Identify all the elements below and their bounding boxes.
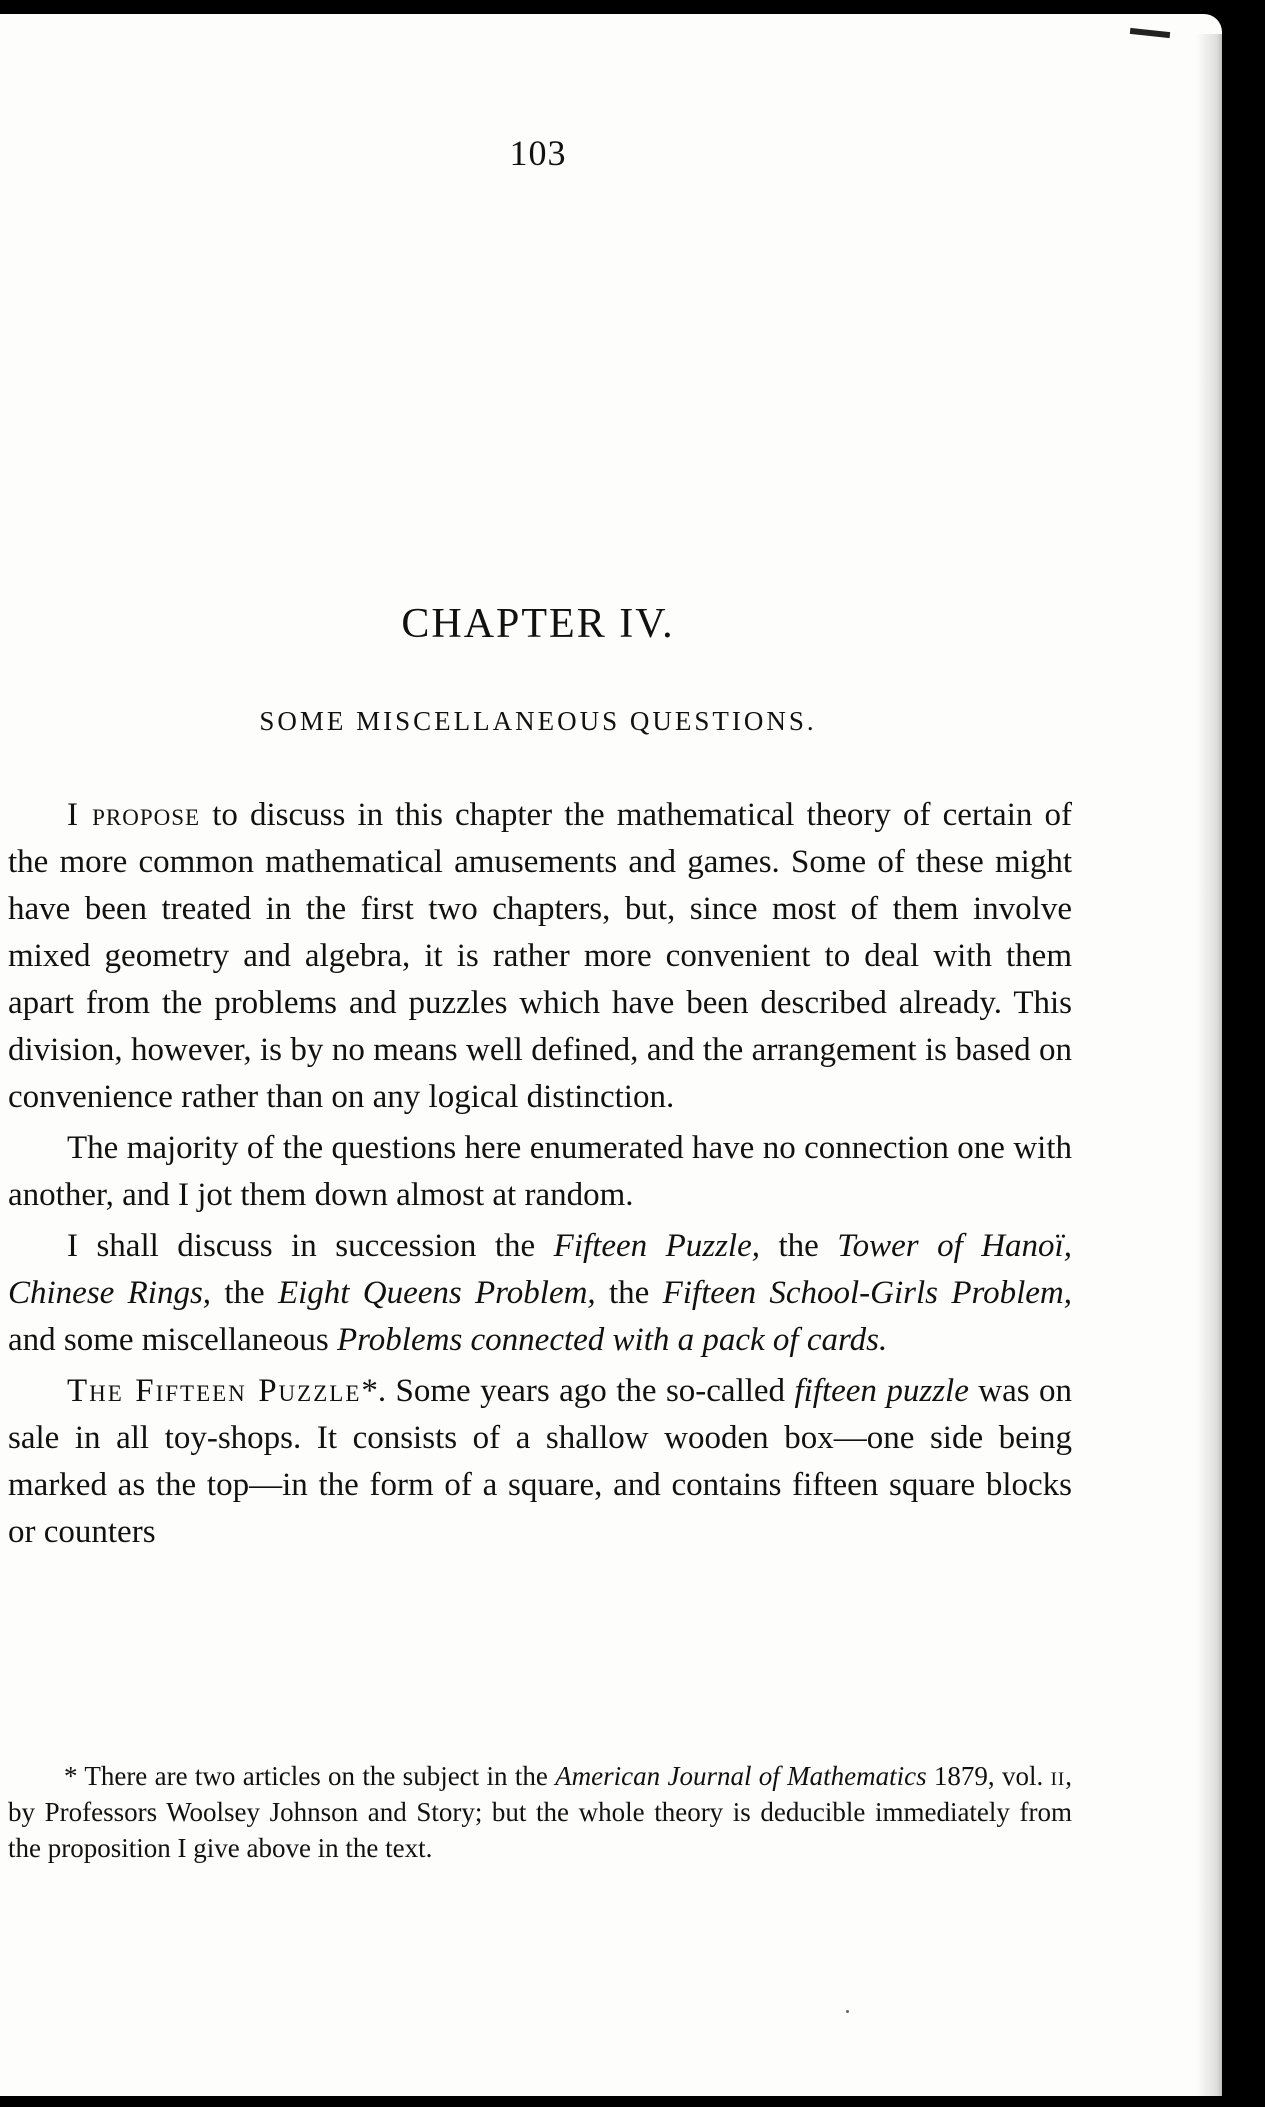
text-run: , by Professors Woolsey Johnson and Story; but the whole theory is deducible immediately from the proposition I give above in the text. [8, 1761, 1072, 1863]
text-run: was on sale in all toy-shops. It consists of a shallow wooden box—one side being marked as the top—in the form of a square, and contains fifteen square blocks or counters [8, 1373, 1073, 1550]
italic-title: Problems connected with a pack of cards. [337, 1322, 888, 1358]
paragraph-random [8, 1125, 1072, 1219]
italic-journal: American Journal of Mathematics [555, 1761, 927, 1791]
text-run: I shall discuss in succession the [67, 1228, 554, 1264]
text-run: 1879, vol. [926, 1761, 1051, 1791]
paragraph-succession [8, 1223, 1072, 1364]
paragraph-intro [8, 792, 1072, 1121]
paragraph-text: to discuss in this chapter the mathematical theory of certain of the more common mathematical amusements and games. Some of these might have been treated in the first two chapters, but, since most of them involve mixed geometry and algebra, it is rather more convenient to deal with them apart from the problems and puzzles which have been described already. This division, however, is by no means well defined, and the arrangement is based on convenience rather than on any logical distinction. [8, 797, 1072, 1115]
footnote-text [8, 1758, 1072, 1866]
body-text [8, 792, 1072, 1560]
chapter-subtitle: SOME MISCELLANEOUS QUESTIONS. [259, 706, 817, 736]
italic-title: Fifteen Puzzle, [553, 1228, 760, 1264]
page-number: 103 [509, 133, 567, 173]
page-edge-shadow [1196, 34, 1226, 2096]
italic-title: Tower of Hanoï, Chinese Rings, [8, 1228, 1072, 1311]
paragraph-fifteen-puzzle [8, 1368, 1072, 1556]
text-run: and some miscellaneous [8, 1322, 338, 1358]
text-run: Some years ago the so-called [386, 1373, 795, 1409]
chapter-title: CHAPTER IV. [401, 601, 675, 647]
italic-term: fifteen puzzle [794, 1373, 969, 1409]
footnote [8, 1758, 1072, 1866]
text-run: the [595, 1275, 663, 1311]
paragraph-lead-word: I propose [67, 797, 201, 833]
text-run: * There are two articles on the subject in the [64, 1761, 556, 1791]
text-run: the [211, 1275, 278, 1311]
text-run: the [760, 1228, 838, 1264]
italic-title: Fifteen School-Girls Problem, [662, 1275, 1072, 1311]
paragraph-text: The majority of the questions here enumerated have no connection one with another, and I jot them down almost at random. [8, 1130, 1072, 1213]
footnote-marker: *. [361, 1373, 387, 1409]
volume-number: ii [1050, 1761, 1066, 1791]
italic-title: Eight Queens Problem, [277, 1275, 596, 1311]
scan-speck [846, 2010, 849, 2013]
section-heading-fifteen-puzzle: The Fifteen Puzzle [67, 1373, 362, 1409]
